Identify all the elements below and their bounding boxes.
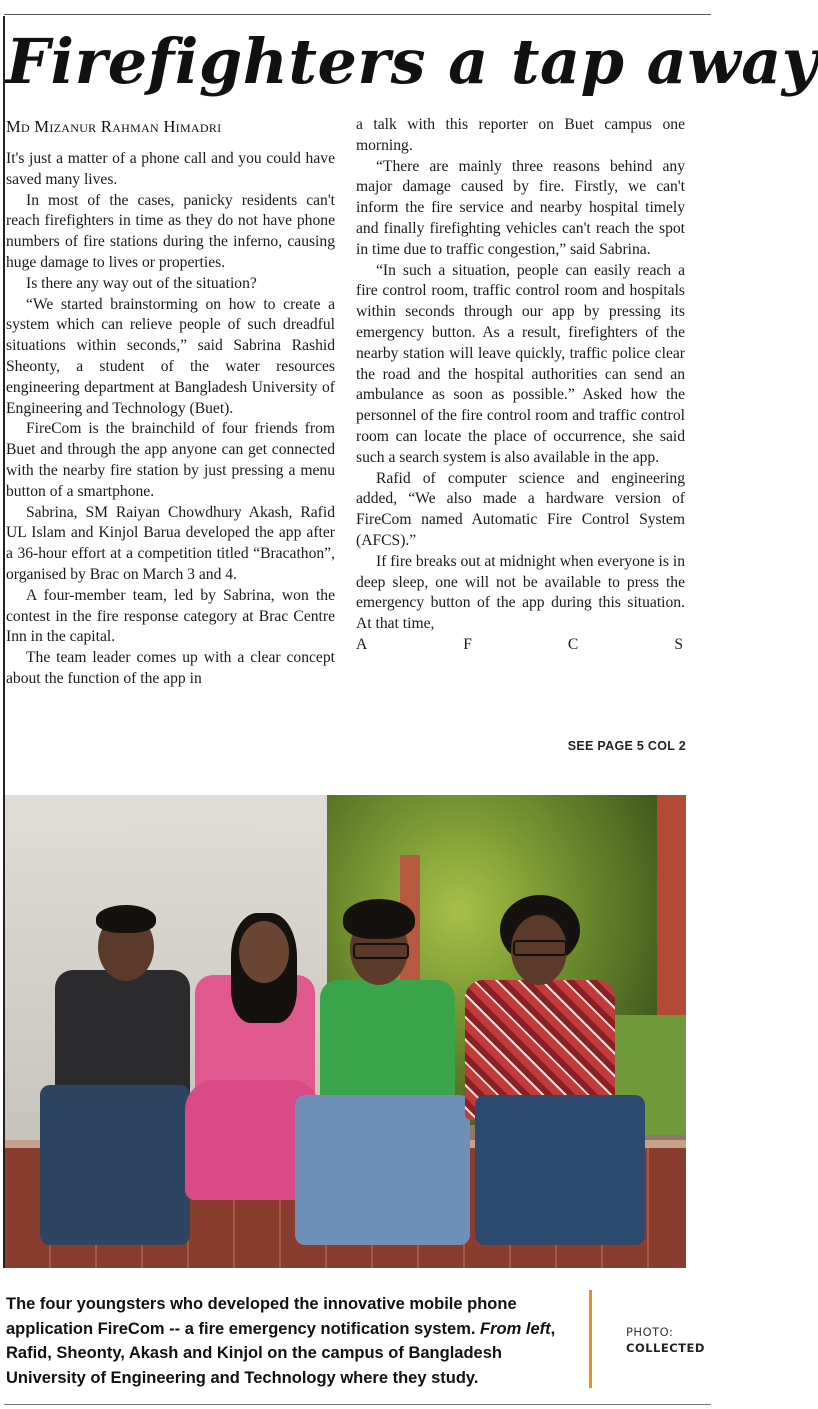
paragraph: The team leader comes up with a clear concept about the function of the app in [6, 649, 335, 687]
jump-line-link[interactable]: SEE PAGE 5 COL 2 [567, 739, 686, 753]
caption-text: , Rafid, Sheonty, Akash and Kinjol on the campus of Bangladesh University of Engineering and Technology where they study. [6, 1319, 556, 1387]
paragraph: A four-member team, led by Sabrina, won the contest in the fire response category at Brac Centre Inn in the capital. [6, 586, 335, 646]
top-rule [4, 14, 711, 15]
caption-text: The four youngsters who developed the innovative mobile phone application FireCom -- a fire emergency notification system. [6, 1295, 517, 1338]
article-column-right [356, 115, 685, 656]
paragraph: FireCom is the brainchild of four friends from Buet and through the app anyone can get connected with the nearby fire station by just pressing a menu button of a smartphone. [6, 420, 335, 500]
paragraph: In most of the cases, panicky residents can't reach firefighters in time as they do not have phone numbers of fire stations during the inferno, causing huge damage to lives or properties. [6, 191, 335, 271]
caption-italic: From left [480, 1319, 551, 1338]
paragraph: Rafid of computer science and engineering added, “We also made a hardware version of FireCom named Automatic Fire Control System (AFCS).” [356, 469, 685, 549]
paragraph: “There are mainly three reasons behind any major damage caused by fire. Firstly, we can't inform the fire service and nearby hospital timely and finally firefighting vehicles can't reach the spot in time due to traffic congestion,” said Sabrina. [356, 157, 685, 258]
photo-credit-label: PHOTO: [626, 1325, 674, 1339]
photo-credit-value: COLLECTED [626, 1341, 705, 1355]
trailing-letter: A [356, 635, 368, 653]
headline: Firefighters a tap away [6, 25, 818, 98]
paragraph: It's just a matter of a phone call and you could have saved many lives. [6, 150, 335, 188]
paragraph: “In such a situation, people can easily reach a fire control room, traffic control room and hospitals within seconds through our app by pressing its emergency button. As a result, firefighters of the nearby station will leave quickly, traffic police clear the road and the hospital authorities can send an ambulance as soon as possible.” Asked how the personnel of the fire control room and traffic control room can locate the place of occurrence, she said such a search system is also available in the app. [356, 261, 685, 466]
paragraph: a talk with this reporter on Buet campus one morning. [356, 116, 685, 154]
trailing-letter: S [674, 635, 683, 653]
paragraph: If fire breaks out at midnight when everyone is in deep sleep, one will not be available to press the emergency button of the app during this situation. At that time, [356, 552, 685, 633]
caption-accent-bar [589, 1290, 592, 1388]
trailing-letter: F [463, 635, 472, 653]
paragraph: Sabrina, SM Raiyan Chowdhury Akash, Rafid UL Islam and Kinjol Barua developed the app after a 36-hour effort at a competition titled “Bracathon”, organised by Brac on March 3 and 4. [6, 503, 335, 583]
paragraph: “We started brainstorming on how to create a system which can relieve people of such dreadful situations within seconds,” said Sabrina Rashid Sheonty, a student of the water resources engineering department at Bangladesh University of Engineering and Technology (Buet). [6, 295, 335, 417]
article-column-left [6, 149, 335, 690]
trailing-letter: C [567, 635, 579, 653]
paragraph: Is there any way out of the situation? [26, 274, 257, 292]
bottom-rule [4, 1404, 711, 1405]
byline: Md Mizanur Rahman Himadri [6, 117, 222, 136]
team-photo [5, 795, 686, 1268]
photo-brick-wall [657, 795, 686, 1035]
photo-caption [6, 1292, 571, 1390]
trailing-letters [356, 635, 685, 656]
